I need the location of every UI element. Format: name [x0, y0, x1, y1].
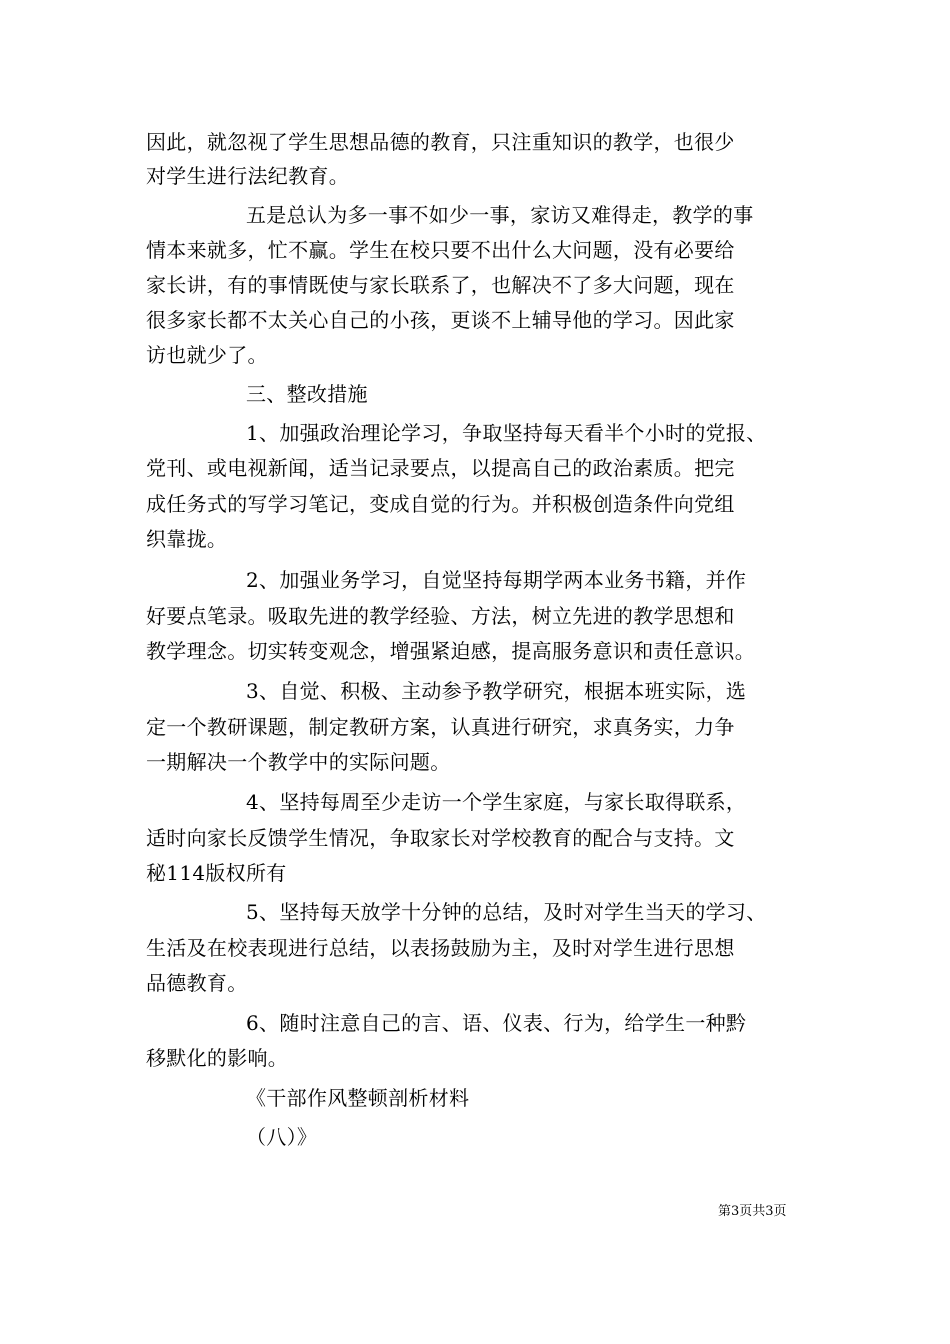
text-line: 党刊、或电视新闻，适当记录要点，以提高自己的政治素质。把完: [146, 456, 735, 480]
text-line: 情本来就多，忙不赢。学生在校只要不出什么大问题，没有必要给: [146, 238, 735, 262]
paragraph-line: 6、随时注意自己的言、语、仪表、行为，给学生一种黔: [246, 1011, 747, 1035]
text-line: 移默化的影响。: [146, 1046, 289, 1070]
text-line: 对学生进行法纪教育。: [146, 164, 349, 188]
text-line: 很多家长都不太关心自己的小孩，更谈不上辅导他的学习。因此家: [146, 308, 735, 332]
paragraph-line: 3、自觉、积极、主动参予教学研究，根据本班实际，选: [246, 679, 747, 703]
text-line: 家长讲，有的事情既使与家长联系了，也解决不了多大问题，现在: [146, 273, 735, 297]
paragraph-line: 2、加强业务学习，自觉坚持每期学两本业务书籍，并作: [246, 568, 747, 592]
paragraph-line: 1、加强政治理论学习，争取坚持每天看半个小时的党报、: [246, 421, 767, 445]
title-line: 《干部作风整顿剖析材料: [246, 1086, 470, 1110]
text-line: 教学理念。切实转变观念，增强紧迫感，提高服务意识和责任意识。: [146, 639, 755, 663]
text-line: 品德教育。: [146, 971, 248, 995]
text-line: 适时向家长反馈学生情况，争取家长对学校教育的配合与支持。文: [146, 826, 735, 850]
text-line: 因此，就忽视了学生思想品德的教育，只注重知识的教学，也很少: [146, 130, 735, 154]
text-line: 一期解决一个教学中的实际问题。: [146, 750, 451, 774]
text-line: 秘114版权所有: [146, 861, 287, 885]
text-line: 好要点笔录。吸取先进的教学经验、方法，树立先进的教学思想和: [146, 604, 735, 628]
text-line: 定一个教研课题，制定教研方案，认真进行研究，求真务实，力争: [146, 715, 735, 739]
page-number: 第3页共3页: [718, 1204, 787, 1219]
paragraph-line: 五是总认为多一事不如少一事，家访又难得走，教学的事: [246, 203, 754, 227]
title-line: （八）》: [246, 1125, 318, 1149]
text-line: 织靠拢。: [146, 527, 228, 551]
text-line: 生活及在校表现进行总结，以表扬鼓励为主，及时对学生进行思想: [146, 936, 735, 960]
text-line: 成任务式的写学习笔记，变成自觉的行为。并积极创造条件向党组: [146, 492, 735, 516]
paragraph-line: 4、坚持每周至少走访一个学生家庭，与家长取得联系，: [246, 790, 747, 814]
paragraph-line: 5、坚持每天放学十分钟的总结，及时对学生当天的学习、: [246, 900, 767, 924]
text-line: 访也就少了。: [146, 343, 268, 367]
section-heading: 三、整改措施: [246, 382, 368, 406]
